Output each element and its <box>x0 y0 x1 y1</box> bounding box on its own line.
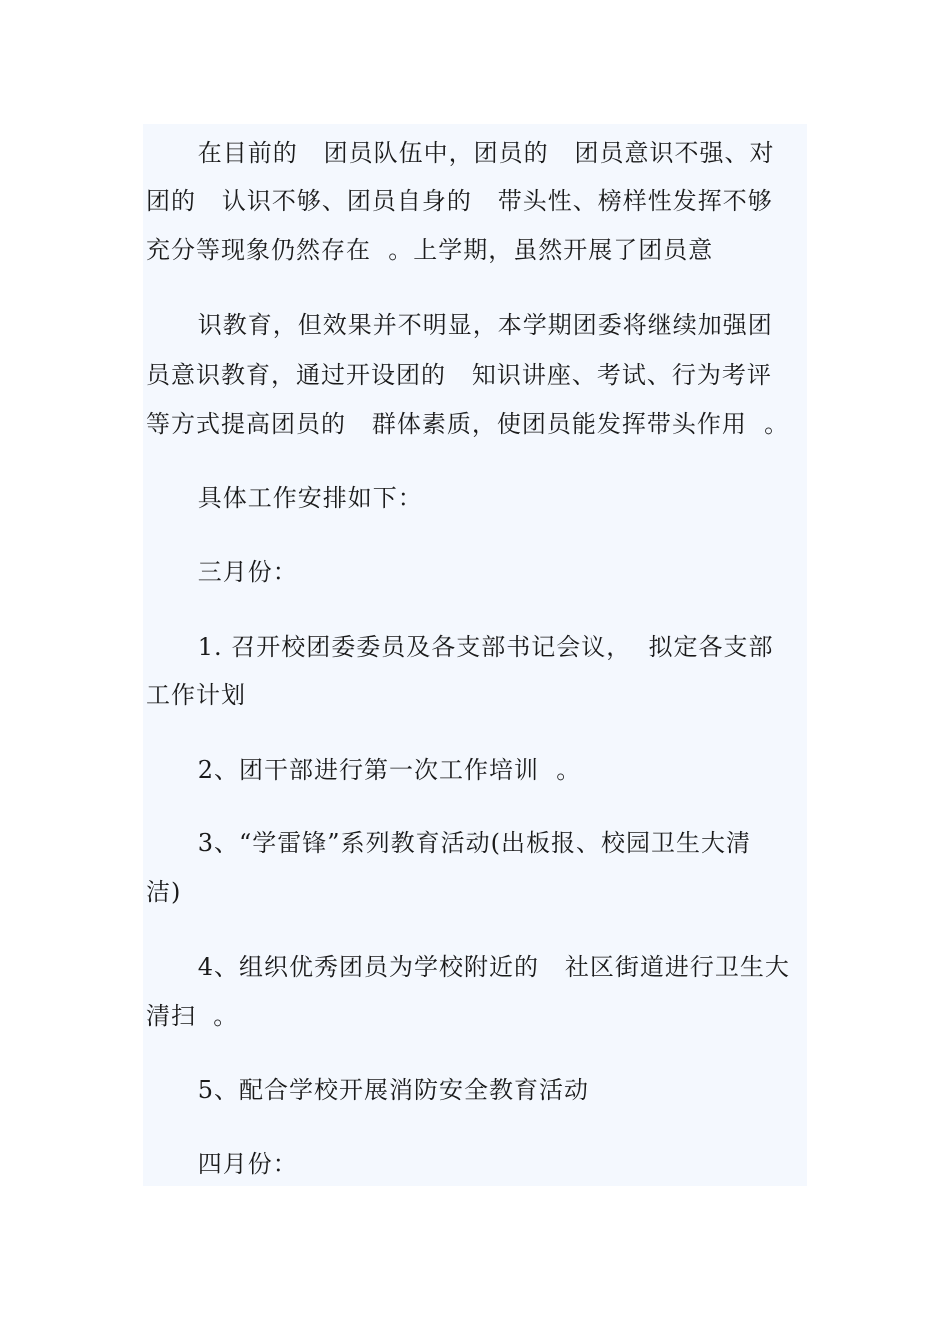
text-line: 团的 认识不够、团员自身的 带头性、榜样性发挥不够 <box>146 187 773 215</box>
list-item-continuation: 洁) <box>146 878 182 906</box>
list-item-continuation: 清扫 。 <box>146 1002 239 1030</box>
month-heading: 四月份： <box>146 1150 298 1178</box>
list-item-continuation: 工作计划 <box>146 681 246 709</box>
text-line: 在目前的 团员队伍中，团员的 团员意识不强、对 <box>146 139 775 167</box>
list-item: 1. 召开校团委委员及各支部书记会议， 拟定各支部 <box>146 633 774 661</box>
list-item: 5、配合学校开展消防安全教育活动 <box>146 1076 590 1104</box>
section-heading: 具体工作安排如下： <box>146 484 423 512</box>
list-item: 3、“学雷锋”系列教育活动(出板报、校园卫生大清 <box>146 829 751 857</box>
month-heading: 三月份： <box>146 558 298 586</box>
text-line: 识教育，但效果并不明显，本学期团委将继续加强团 <box>146 311 773 339</box>
text-line: 充分等现象仍然存在 。上学期，虽然开展了团员意 <box>146 236 714 264</box>
text-line: 等方式提高团员的 群体素质，使团员能发挥带头作用 。 <box>146 410 790 438</box>
text-line: 员意识教育，通过开设团的 知识讲座、考试、行为考评 <box>146 361 772 389</box>
list-item: 2、团干部进行第一次工作培训 。 <box>146 756 582 784</box>
list-item: 4、组织优秀团员为学校附近的 社区街道进行卫生大 <box>146 953 790 981</box>
